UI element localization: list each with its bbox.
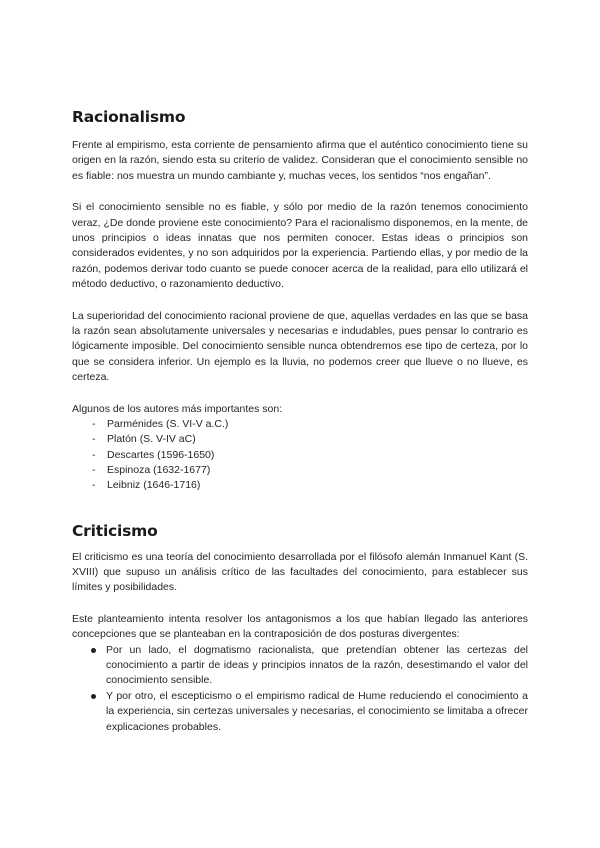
posture-item: Por un lado, el dogmatismo racionalista, que pretendían obtener las certezas del conocimiento a partir de ideas y principios innatos de la razón, desestimando el valor del conocimiento sensible. <box>72 643 528 689</box>
racionalismo-heading: Racionalismo <box>72 108 186 126</box>
author-item: - Parménides (S. VI-V a.C.) <box>72 417 528 432</box>
postures-list <box>72 643 528 735</box>
author-item: - Leibniz (1646-1716) <box>72 478 528 493</box>
racionalismo-paragraph-3: La superioridad del conocimiento racional proviene de que, aquellas verdades en las que se basa la razón sean absolutamente universales y necesarias e indudables, pues pensar lo contrario es lógicamente imposible. Del conocimiento sensible nunca obtendremos ese tipo de certeza, por lo que se considera inferior. Un ejemplo es la lluvia, no podemos creer que llueve o no llueve, es certeza. <box>72 309 528 384</box>
posture-item: Y por otro, el escepticismo o el empirismo radical de Hume reduciendo el conocimiento a la experiencia, sin certezas universales y necesarias, el conocimiento se limitaba a ofrecer explicaciones probables. <box>72 689 528 735</box>
author-item: - Descartes (1596-1650) <box>72 448 528 463</box>
authors-intro: Algunos de los autores más importantes son: <box>72 402 283 415</box>
criticismo-heading: Criticismo <box>72 521 158 540</box>
author-item: - Platón (S. V-IV aC) <box>72 432 528 447</box>
criticismo-paragraph-2: Este planteamiento intenta resolver los antagonismos a los que habían llegado las anteriores concepciones que se planteaban en la contraposición de dos posturas divergentes: <box>72 612 528 641</box>
authors-list <box>72 417 528 493</box>
document-page <box>72 108 528 735</box>
racionalismo-paragraph-1: Frente al empirismo, esta corriente de pensamiento afirma que el auténtico conocimiento tiene su origen en la razón, siendo esta su criterio de validez. Consideran que el conocimiento sensible no es fiable: nos muestra un mundo cambiante y, muchas veces, los sentidos “nos engañan”. <box>72 139 528 182</box>
author-item: - Espinoza (1632-1677) <box>72 463 528 478</box>
racionalismo-paragraph-2: Si el conocimiento sensible no es fiable, y sólo por medio de la razón tenemos conocimiento veraz, ¿De donde proviene este conocimiento? Para el racionalismo disponemos, en la mente, de unos principios o ideas innatas que nos permiten conocer. Estas ideas o principios son considerados evidentes, y no son adquiridos por la experiencia. Partiendo ellas, y por medio de la razón, podemos derivar todo cuanto se puede conocer acerca de la realidad, para ello utilizará el método deductivo, o razonamiento deductivo. <box>72 201 528 291</box>
criticismo-paragraph-1: El criticismo es una teoría del conocimiento desarrollada por el filósofo alemán Inmanuel Kant (S. XVIII) que supuso un análisis crítico de las facultades del conocimiento, para establecer sus límites y posibilidades. <box>72 550 528 594</box>
